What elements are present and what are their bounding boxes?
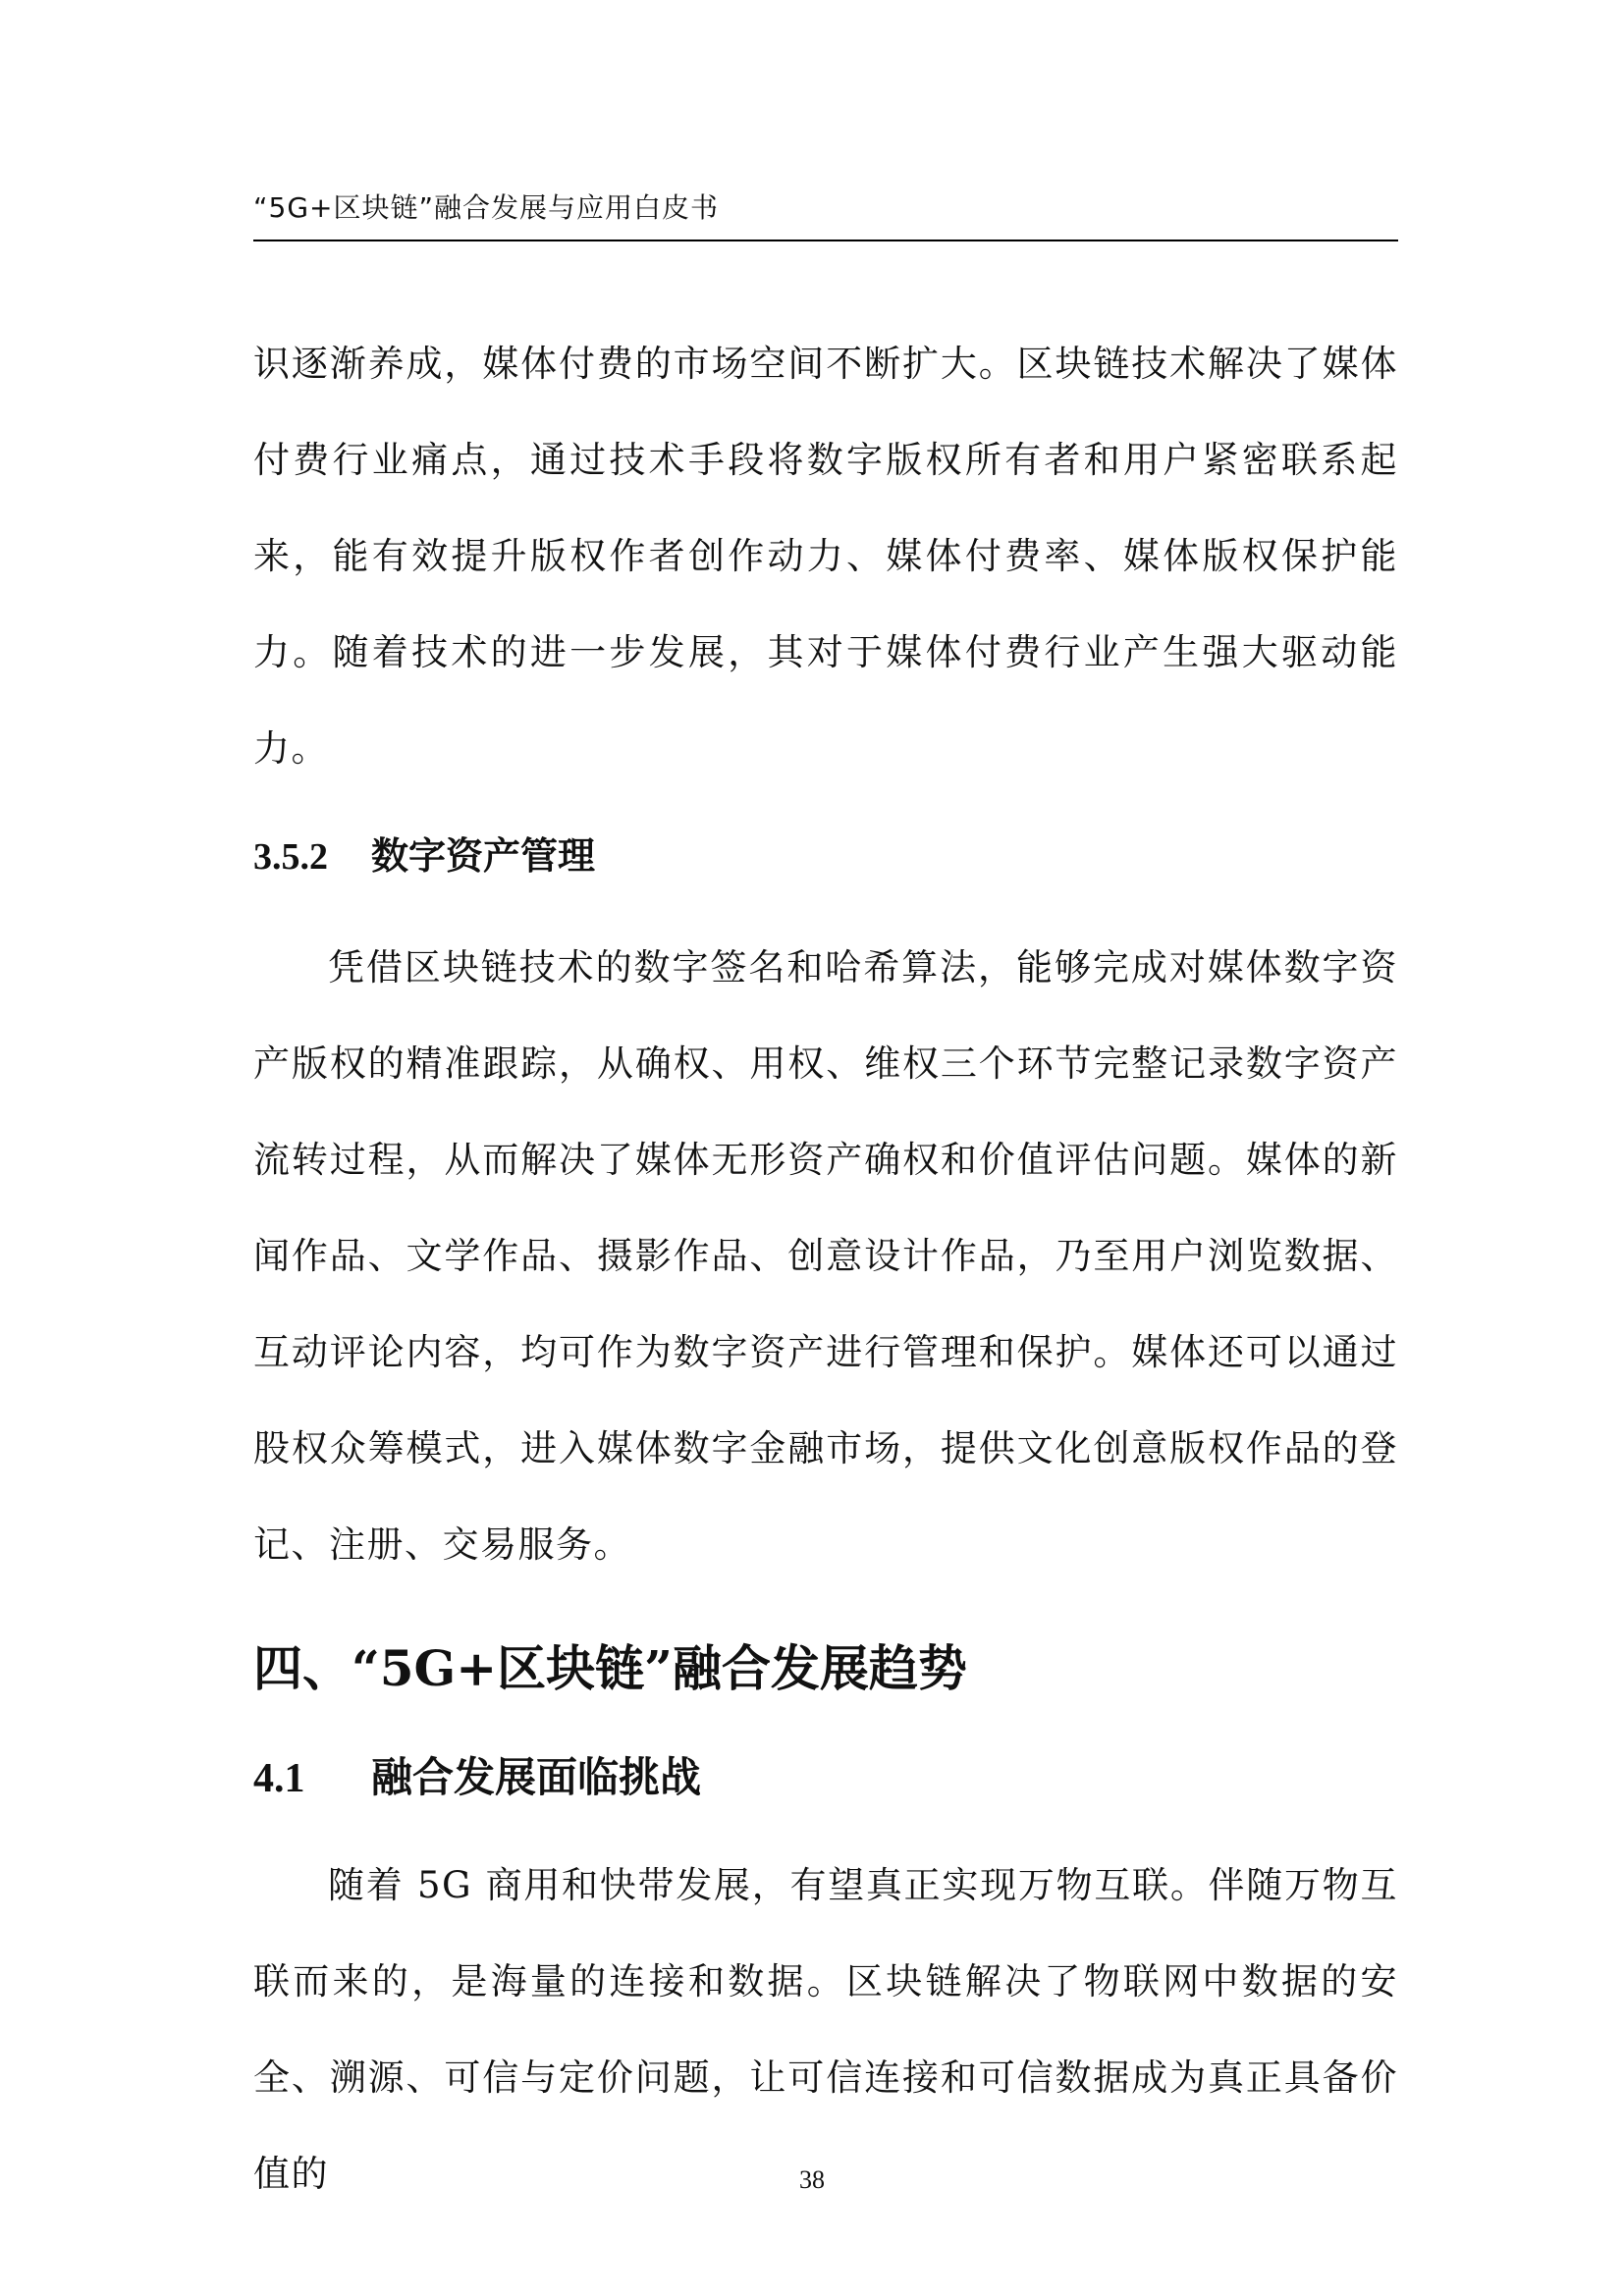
body-paragraph: 凭借区块链技术的数字签名和哈希算法，能够完成对媒体数字资产版权的精准跟踪，从确权、用权、维权三个环节完整记录数字资产流转过程，从而解决了媒体无形资产确权和价值评估问题。媒体的新闻作品、文学作品、摄影作品、创意设计作品，乃至用户浏览数据、互动评论内容，均可作为数字资产进行管理和保护。媒体还可以通过股权众筹模式，进入媒体数字金融市场，提供文化创意版权作品的登记、注册、交易服务。 [253,946,1398,1566]
page-number: 38 [799,2165,825,2194]
section-title: 融合发展面临挑战 [371,1753,702,1801]
chapter-heading-4: 四、“5G+区块链”融合发展趋势 [253,1639,967,1697]
body-paragraph: 随着 5G 商用和快带发展，有望真正实现万物互联。伴随万物互联而来的，是海量的连接和数据。区块链解决了物联网中数据的安全、溯源、可信与定价问题，让可信连接和可信数据成为真正具备价值的 [253,1864,1398,2195]
section-number: 4.1 [253,1756,305,1801]
body-paragraph: 识逐渐养成，媒体付费的市场空间不断扩大。区块链技术解决了媒体付费行业痛点，通过技术手段将数字版权所有者和用户紧密联系起来，能有效提升版权作者创作动力、媒体付费率、媒体版权保护能力。随着技术的进一步发展，其对于媒体付费行业产生强大驱动能力。 [253,343,1398,770]
section-heading-3-5-2 [253,827,1398,886]
page-content [253,316,1398,2222]
section-title: 数字资产管理 [371,833,596,878]
section-heading-4-1 [253,1748,1398,1808]
section-number: 3.5.2 [253,836,328,878]
running-header: “5G+区块链”融合发展与应用白皮书 [253,187,1398,241]
